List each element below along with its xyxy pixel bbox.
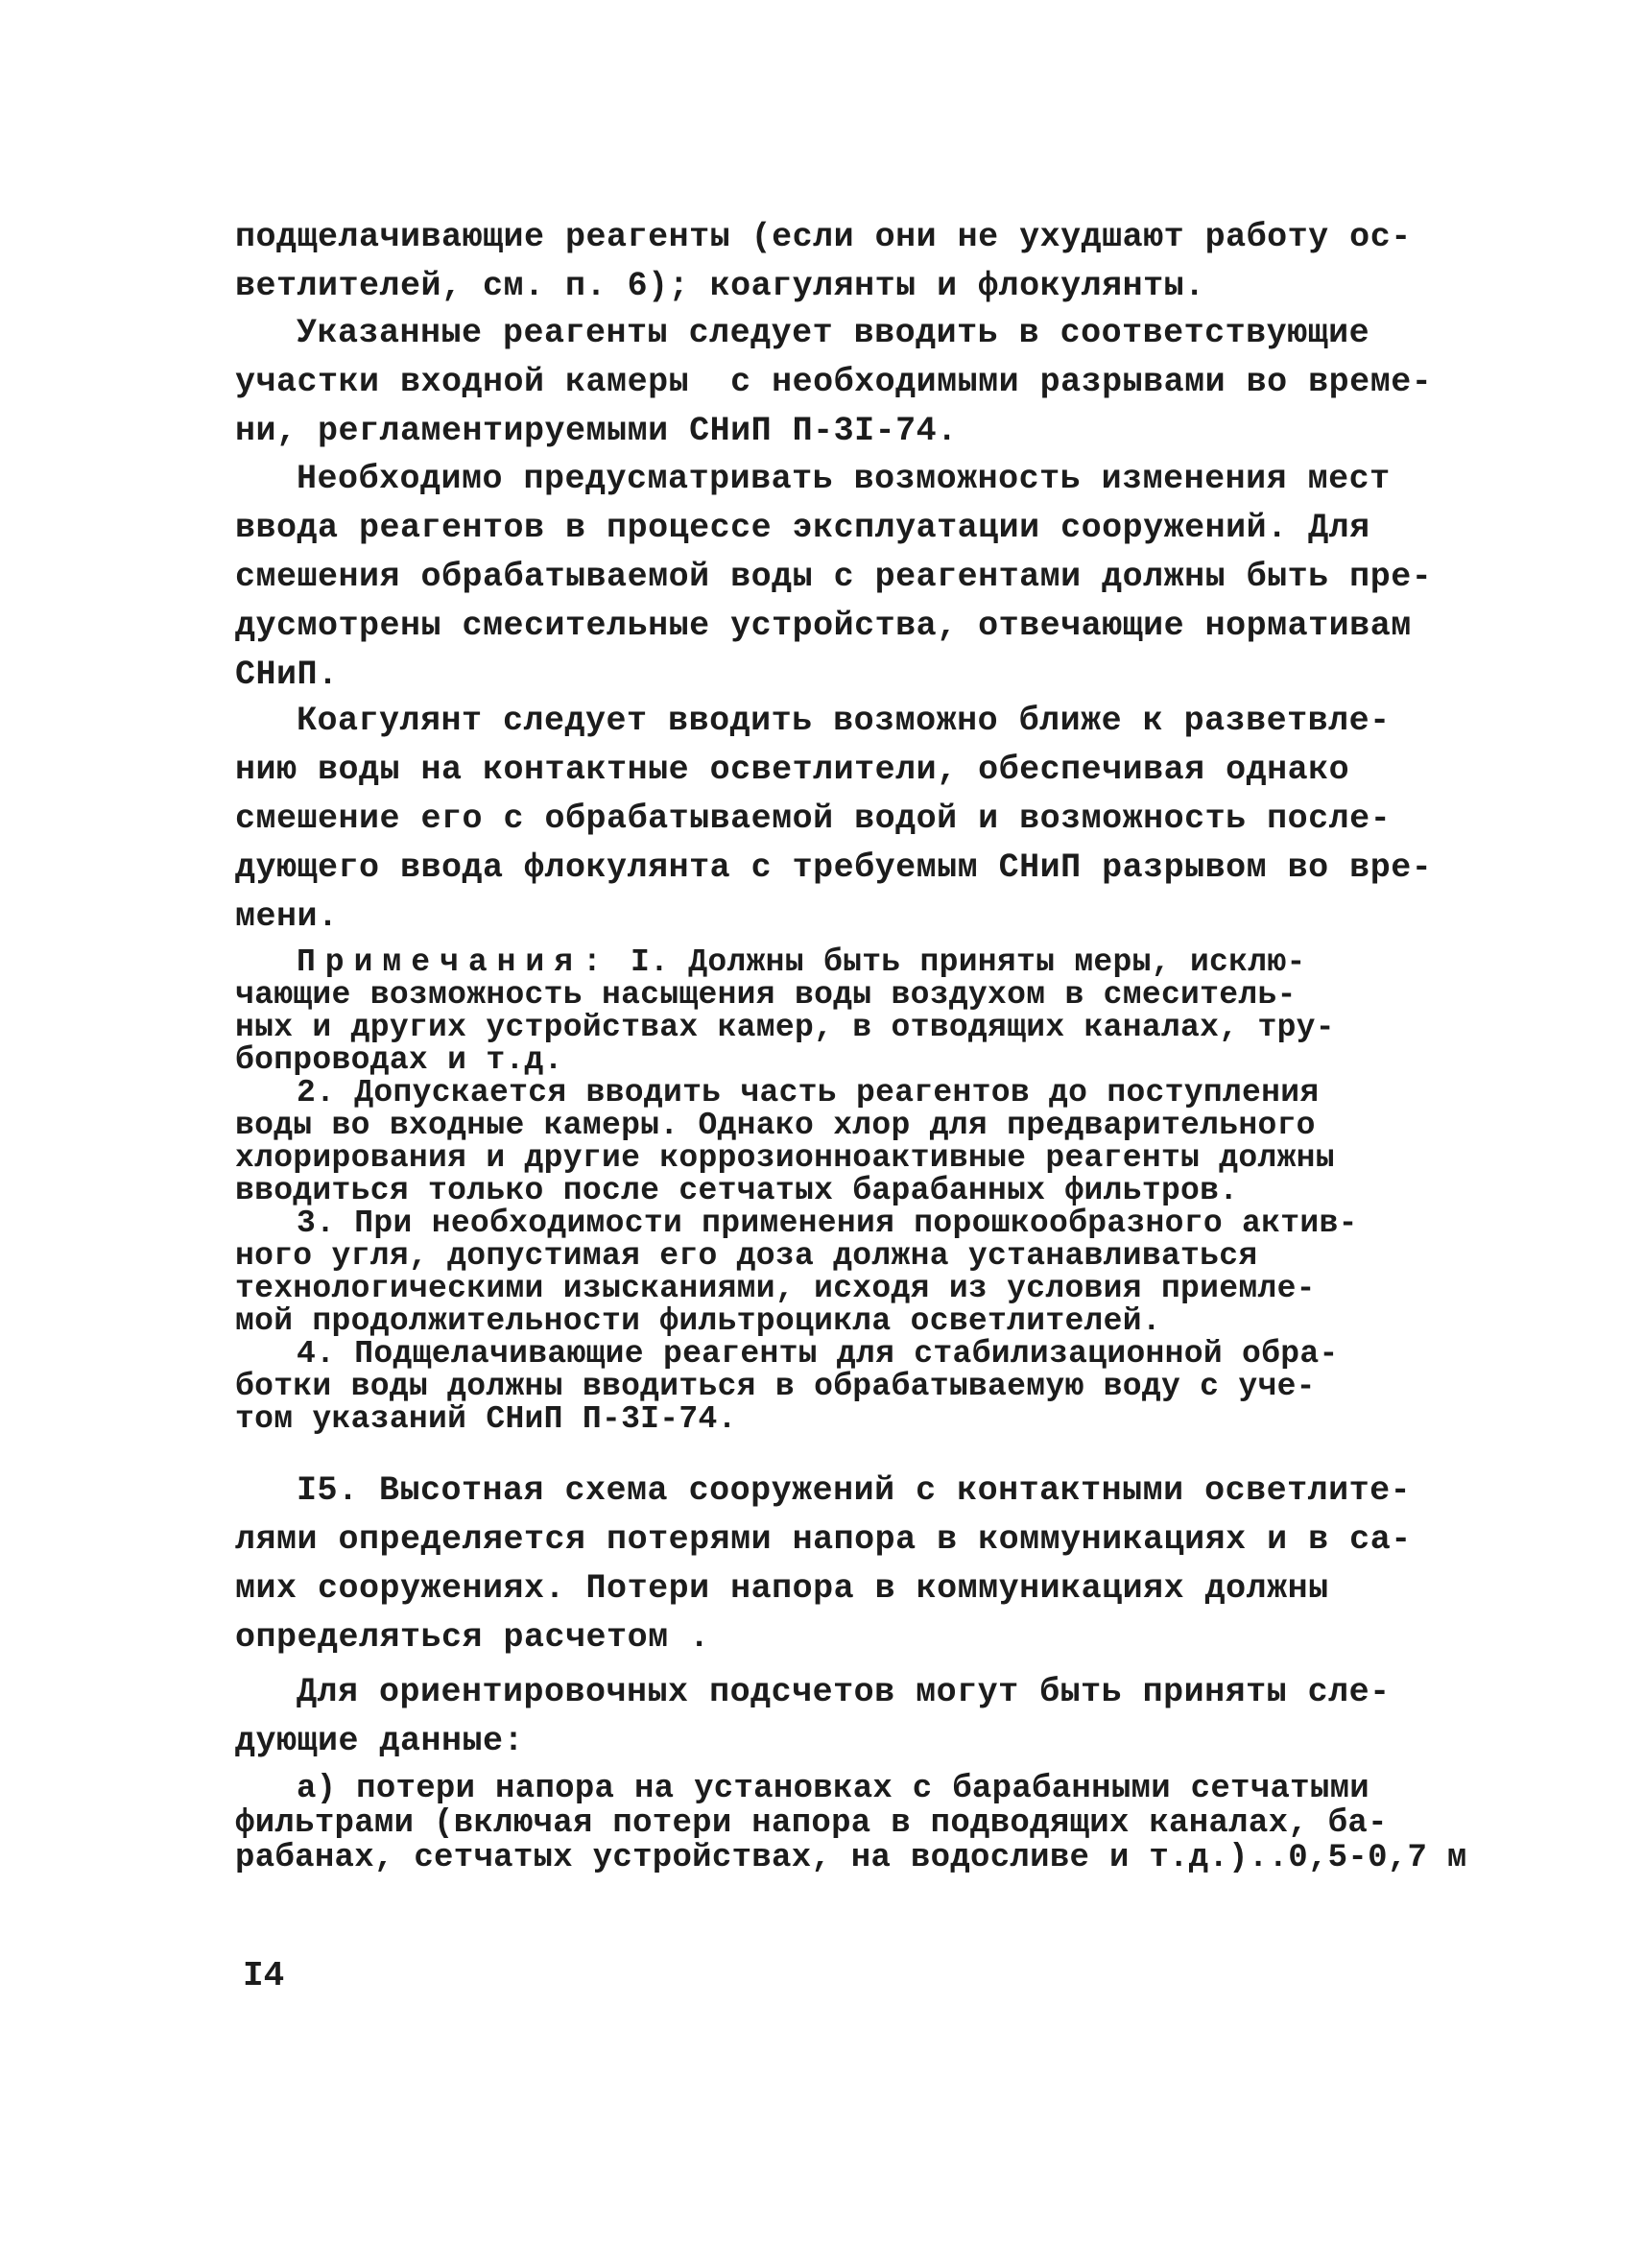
text-line: ботки воды должны вводиться в обрабатываемую воду с уче- [235, 1369, 1316, 1404]
paragraph-reagent-input [235, 309, 1483, 456]
text-line: 2. Допускается вводить часть реагентов до поступления [297, 1075, 1320, 1110]
text-line: определяться расчетом . [235, 1618, 710, 1657]
text-line: лями определяется потерями напора в коммуникациях и в са- [235, 1520, 1412, 1559]
text-line: а) потери напора на установках с барабанными сетчатыми [297, 1771, 1369, 1807]
text-line: смешение его с обрабатываемой водой и возможность после- [235, 800, 1392, 838]
text-line: I. Должны быть приняты меры, исклю- [630, 944, 1306, 980]
list-item-a [235, 1772, 1483, 1875]
note-1-first-line [235, 946, 1483, 979]
text-line: 4. Подщелачивающие реагенты для стабилизационной обра- [297, 1336, 1339, 1372]
text-line: том указаний СНиП П-3I-74. [235, 1401, 737, 1437]
paragraph-approximate-data [235, 1668, 1483, 1766]
text-line: воды во входные камеры. Однако хлор для предварительного [235, 1108, 1316, 1143]
text-line: подщелачивающие реагенты (если они не ухудшают работу ос- [235, 218, 1412, 256]
text-line: бопроводах и т.д. [235, 1042, 563, 1078]
text-line: фильтрами (включая потери напора в подводящих каналах, ба- [235, 1805, 1388, 1842]
text-line: СНиП. [235, 656, 339, 694]
text-line: технологическими изысканиями, исходя из условия приемле- [235, 1271, 1316, 1306]
paragraph-mixing-devices [235, 455, 1483, 700]
text-line: ветлителей, см. п. 6); коагулянты и флокулянты. [235, 267, 1205, 305]
notes-heading: Примечания: [297, 944, 611, 980]
text-line: смешения обрабатываемой воды с реагентами должны быть пре- [235, 558, 1433, 596]
text-line: I5. Высотная схема сооружений с контактными осветлите- [297, 1471, 1412, 1510]
text-line: хлорирования и другие коррозионноактивные реагенты должны [235, 1140, 1335, 1176]
text-line: Коагулянт следует вводить возможно ближе к разветвле- [297, 702, 1391, 740]
text-line: дующие данные: [235, 1722, 525, 1760]
text-line: мих сооружениях. Потери напора в коммуникациях должны [235, 1569, 1329, 1608]
text-line: ного угля, допустимая его доза должна устанавливаться [235, 1238, 1258, 1274]
text-line: ввода реагентов в процессе эксплуатации сооружений. Для [235, 509, 1370, 547]
text-line: ни, регламентируемыми СНиП П-3I-74. [235, 412, 958, 450]
notes-block [235, 946, 1483, 1436]
text-line: Для ориентировочных подсчетов могут быть приняты сле- [297, 1673, 1391, 1711]
text-line: ных и других устройствах камер, в отводящих каналах, тру- [235, 1010, 1335, 1045]
text-line: 3. При необходимости применения порошкообразного актив- [297, 1206, 1358, 1241]
text-line: дусмотрены смесительные устройства, отвечающие нормативам [235, 607, 1412, 645]
text-line: мой продолжительности фильтроцикла осветлителей. [235, 1303, 1161, 1339]
text-line: мени. [235, 897, 339, 936]
text-line: Необходимо предусматривать возможность изменения мест [297, 460, 1391, 498]
paragraph-coagulant [235, 697, 1483, 942]
text-line: вводиться только после сетчатых барабанных фильтров. [235, 1173, 1239, 1208]
paragraph-reagents-continuation [235, 213, 1483, 311]
text-line: Указанные реагенты следует вводить в соответствующие [297, 314, 1370, 352]
text-line: участки входной камеры с необходимыми разрывами во време- [235, 363, 1433, 401]
text-line: дующего ввода флокулянта с требуемым СНиП разрывом во вре- [235, 848, 1433, 887]
page-number: I4 [243, 1956, 285, 1995]
text-line: нию воды на контактные осветлители, обеспечивая однако [235, 751, 1350, 789]
text-line: чающие возможность насыщения воды воздухом в смеситель- [235, 977, 1297, 1013]
paragraph-section-15 [235, 1467, 1483, 1662]
text-line: рабанах, сетчатых устройствах, на водосливе и т.д.)..0,5-0,7 м [235, 1840, 1467, 1876]
